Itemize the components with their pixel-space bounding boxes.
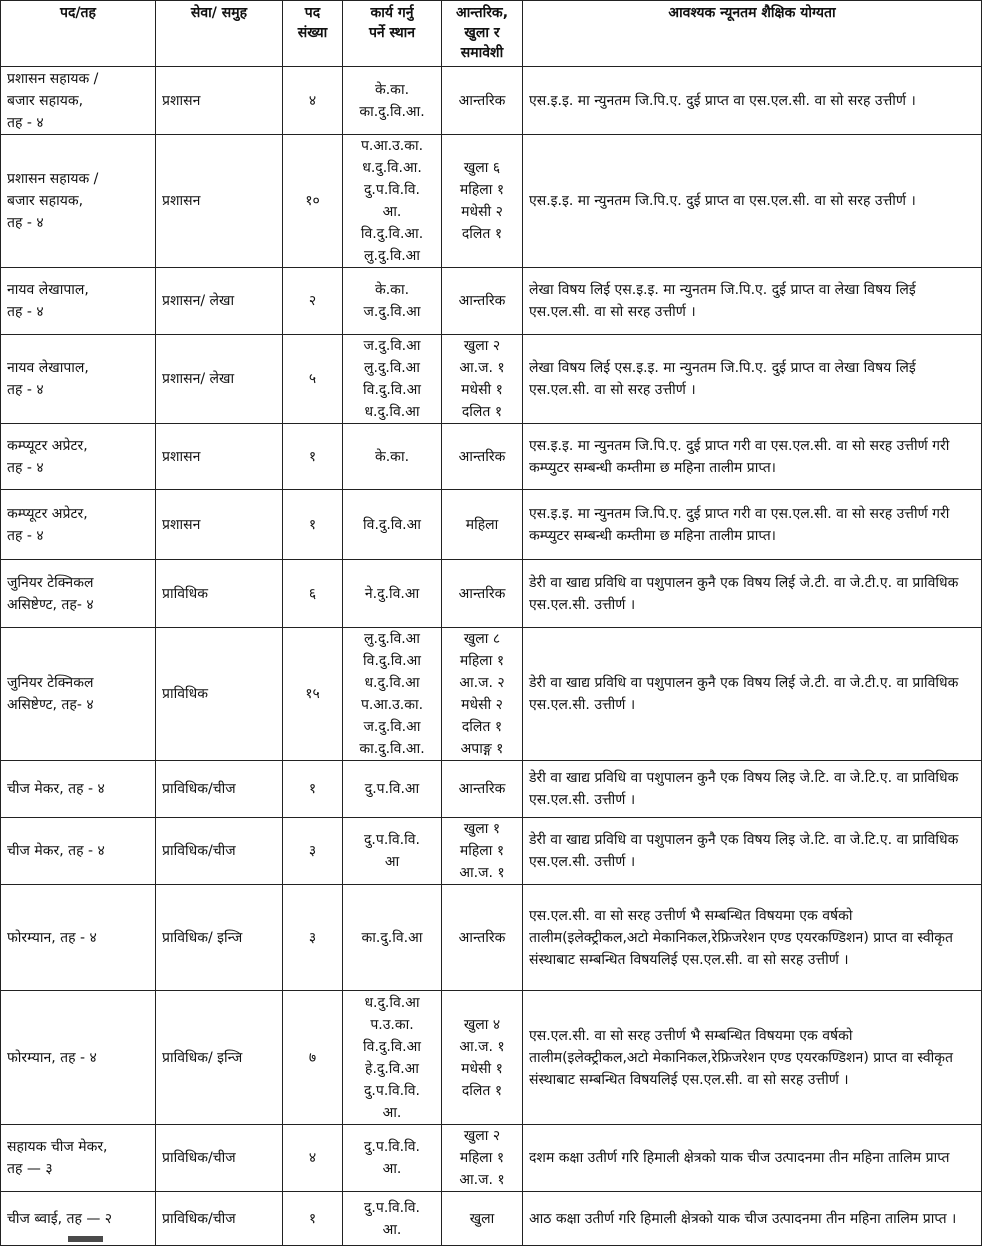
table-row [1,991,982,1125]
cell-qualification: एस.इ.इ. मा न्युनतम जि.पि.ए. दुई प्राप्त वा एस.एल.सी. वा सो सरह उत्तीर्ण । [523,67,982,135]
cell-count: ६ [283,560,343,628]
cell-quota: आन्तरिक [442,560,523,628]
cell-count: ४ [283,67,343,135]
header-quota: आन्तरिक, खुला र समावेशी [442,1,523,67]
cell-count: ५ [283,335,343,424]
table-row [1,67,982,135]
table-row [1,268,982,335]
cell-post: नायव लेखापाल, तह - ४ [1,335,156,424]
table-row [1,628,982,761]
cell-post: फोरम्यान, तह - ४ [1,885,156,991]
cell-post: चीज मेकर, तह - ४ [1,818,156,885]
table-row [1,885,982,991]
cell-post: कम्प्यूटर अप्रेटर, तह - ४ [1,490,156,560]
cell-count: ३ [283,818,343,885]
table-row [1,560,982,628]
cell-qualification: डेरी वा खाद्य प्रविधि वा पशुपालन कुनै एक विषय लिइ जे.टि. वा जे.टि.ए. वा प्राविधिक एस.एल.सी. उत्तीर्ण । [523,818,982,885]
cell-post: कम्प्यूटर अप्रेटर, तह - ४ [1,424,156,490]
cell-place: दु.प.वि.वि. आ. [343,1125,442,1192]
cell-post: सहायक चीज मेकर, तह — ३ [1,1125,156,1192]
cell-quota: आन्तरिक [442,761,523,818]
page-marker [68,1236,103,1242]
cell-place: के.का. ज.दु.वि.आ [343,268,442,335]
header-post: पद/तह [1,1,156,67]
cell-quota: खुला [442,1192,523,1246]
cell-place: ध.दु.वि.आ प.उ.का. वि.दु.वि.आ हे.दु.वि.आ दु.प.वि.वि. आ. [343,991,442,1125]
cell-post: नायव लेखापाल, तह - ४ [1,268,156,335]
cell-place: ज.दु.वि.आ लु.दु.वि.आ वि.दु.वि.आ ध.दु.वि.आ [343,335,442,424]
cell-qualification: एस.इ.इ. मा न्युनतम जि.पि.ए. दुई प्राप्त गरी वा एस.एल.सी. वा सो सरह उत्तीर्ण गरी कम्प्युटर सम्बन्धी कम्तीमा छ महिना तालीम प्राप्त। [523,424,982,490]
cell-place: दु.प.वि.वि. आ. [343,1192,442,1246]
cell-place: वि.दु.वि.आ [343,490,442,560]
cell-place: का.दु.वि.आ [343,885,442,991]
cell-qualification: एस.इ.इ. मा न्युनतम जि.पि.ए. दुई प्राप्त वा एस.एल.सी. वा सो सरह उत्तीर्ण । [523,135,982,268]
table-row [1,818,982,885]
cell-qualification: एस.इ.इ. मा न्युनतम जि.पि.ए. दुई प्राप्त गरी वा एस.एल.सी. वा सो सरह उत्तीर्ण गरी कम्प्युटर सम्बन्धी कम्तीमा छ महिना तालीम प्राप्त। [523,490,982,560]
table-row [1,135,982,268]
cell-service: प्राविधिक/ इन्जि [156,991,283,1125]
cell-service: प्रशासन [156,135,283,268]
cell-post: चीज ब्वाई, तह — २ [1,1192,156,1246]
cell-count: ७ [283,991,343,1125]
cell-service: प्राविधिक [156,628,283,761]
cell-qualification: डेरी वा खाद्य प्रविधि वा पशुपालन कुनै एक विषय लिई जे.टी. वा जे.टी.ए. वा प्राविधिक एस.एल.सी. उत्तीर्ण । [523,560,982,628]
cell-place: लु.दु.वि.आ वि.दु.वि.आ ध.दु.वि.आ प.आ.उ.का. ज.दु.वि.आ का.दु.वि.आ. [343,628,442,761]
cell-post: फोरम्यान, तह - ४ [1,991,156,1125]
cell-service: प्रशासन/ लेखा [156,335,283,424]
table-row [1,761,982,818]
cell-post: चीज मेकर, तह - ४ [1,761,156,818]
table-row [1,490,982,560]
cell-count: १ [283,490,343,560]
cell-qualification: डेरी वा खाद्य प्रविधि वा पशुपालन कुनै एक विषय लिइ जे.टि. वा जे.टि.ए. वा प्राविधिक एस.एल.सी. उत्तीर्ण । [523,761,982,818]
cell-count: १ [283,761,343,818]
table-row [1,1192,982,1246]
cell-place: दु.प.वि.वि. आ [343,818,442,885]
header-qualification: आवश्यक न्यूनतम शैक्षिक योग्यता [523,1,982,67]
cell-quota: आन्तरिक [442,67,523,135]
cell-qualification: एस.एल.सी. वा सो सरह उत्तीर्ण भै सम्बन्धित विषयमा एक वर्षको तालीम(इलेक्ट्रीकल,अटो मेकानिकल,रेफ्रिजरेशन एण्ड एयरकण्डिशन) प्राप्त वा स्वीकृत संस्थाबाट सम्बन्धित विषयलिई एस.एल.सी. वा सो सरह उत्तीर्ण । [523,885,982,991]
cell-quota: आन्तरिक [442,885,523,991]
cell-qualification: आठ कक्षा उतीर्ण गरि हिमाली क्षेत्रको याक चीज उत्पादनमा तीन महिना तालिम प्राप्त । [523,1192,982,1246]
cell-quota: खुला ४ आ.ज. १ मधेसी १ दलित १ [442,991,523,1125]
cell-qualification: एस.एल.सी. वा सो सरह उत्तीर्ण भै सम्बन्धित विषयमा एक वर्षको तालीम(इलेक्ट्रीकल,अटो मेकानिकल,रेफ्रिजरेशन एण्ड एयरकण्डिशन) प्राप्त वा स्वीकृत संस्थाबाट सम्बन्धित विषयलिई एस.एल.सी. वा सो सरह उत्तीर्ण । [523,991,982,1125]
cell-post: जुनियर टेक्निकल असिष्टेण्ट, तह- ४ [1,560,156,628]
cell-quota: खुला १ महिला १ आ.ज. १ [442,818,523,885]
cell-qualification: लेखा विषय लिई एस.इ.इ. मा न्युनतम जि.पि.ए. दुई प्राप्त वा लेखा विषय लिई एस.एल.सी. वा सो सरह उत्तीर्ण । [523,335,982,424]
cell-post: प्रशासन सहायक / बजार सहायक, तह - ४ [1,135,156,268]
header-row [1,1,982,67]
cell-count: २ [283,268,343,335]
table-row [1,1125,982,1192]
cell-qualification: डेरी वा खाद्य प्रविधि वा पशुपालन कुनै एक विषय लिई जे.टी. वा जे.टी.ए. वा प्राविधिक एस.एल.सी. उत्तीर्ण । [523,628,982,761]
cell-place: दु.प.वि.आ [343,761,442,818]
header-service: सेवा/ समुह [156,1,283,67]
cell-service: प्राविधिक/चीज [156,1192,283,1246]
cell-place: के.का. [343,424,442,490]
cell-service: प्राविधिक/ इन्जि [156,885,283,991]
cell-quota: खुला २ महिला १ आ.ज. १ [442,1125,523,1192]
cell-count: ३ [283,885,343,991]
cell-count: १ [283,424,343,490]
cell-quota: आन्तरिक [442,268,523,335]
cell-service: प्रशासन/ लेखा [156,268,283,335]
cell-place: ने.दु.वि.आ [343,560,442,628]
cell-count: १५ [283,628,343,761]
cell-service: प्राविधिक/चीज [156,1125,283,1192]
table-row [1,424,982,490]
cell-count: १ [283,1192,343,1246]
cell-service: प्रशासन [156,490,283,560]
cell-place: के.का. का.दु.वि.आ. [343,67,442,135]
header-place: कार्य गर्नु पर्ने स्थान [343,1,442,67]
cell-service: प्राविधिक/चीज [156,818,283,885]
cell-count: १० [283,135,343,268]
cell-quota: खुला ८ महिला १ आ.ज. २ मधेसी २ दलित १ अपाङ्ग १ [442,628,523,761]
cell-quota: आन्तरिक [442,424,523,490]
cell-qualification: लेखा विषय लिई एस.इ.इ. मा न्युनतम जि.पि.ए. दुई प्राप्त वा लेखा विषय लिई एस.एल.सी. वा सो सरह उत्तीर्ण । [523,268,982,335]
cell-quota: महिला [442,490,523,560]
cell-post: प्रशासन सहायक / बजार सहायक, तह - ४ [1,67,156,135]
table-row [1,335,982,424]
header-count: पद संख्या [283,1,343,67]
cell-qualification: दशम कक्षा उतीर्ण गरि हिमाली क्षेत्रको याक चीज उत्पादनमा तीन महिना तालिम प्राप्त [523,1125,982,1192]
cell-quota: खुला २ आ.ज. १ मधेसी १ दलित १ [442,335,523,424]
cell-post: जुनियर टेक्निकल असिष्टेण्ट, तह- ४ [1,628,156,761]
cell-service: प्राविधिक [156,560,283,628]
cell-quota: खुला ६ महिला १ मधेसी २ दलित १ [442,135,523,268]
cell-service: प्रशासन [156,67,283,135]
cell-service: प्रशासन [156,424,283,490]
cell-service: प्राविधिक/चीज [156,761,283,818]
cell-place: प.आ.उ.का. ध.दु.वि.आ. दु.प.वि.वि. आ. वि.दु.वि.आ. लु.दु.वि.आ [343,135,442,268]
cell-count: ४ [283,1125,343,1192]
